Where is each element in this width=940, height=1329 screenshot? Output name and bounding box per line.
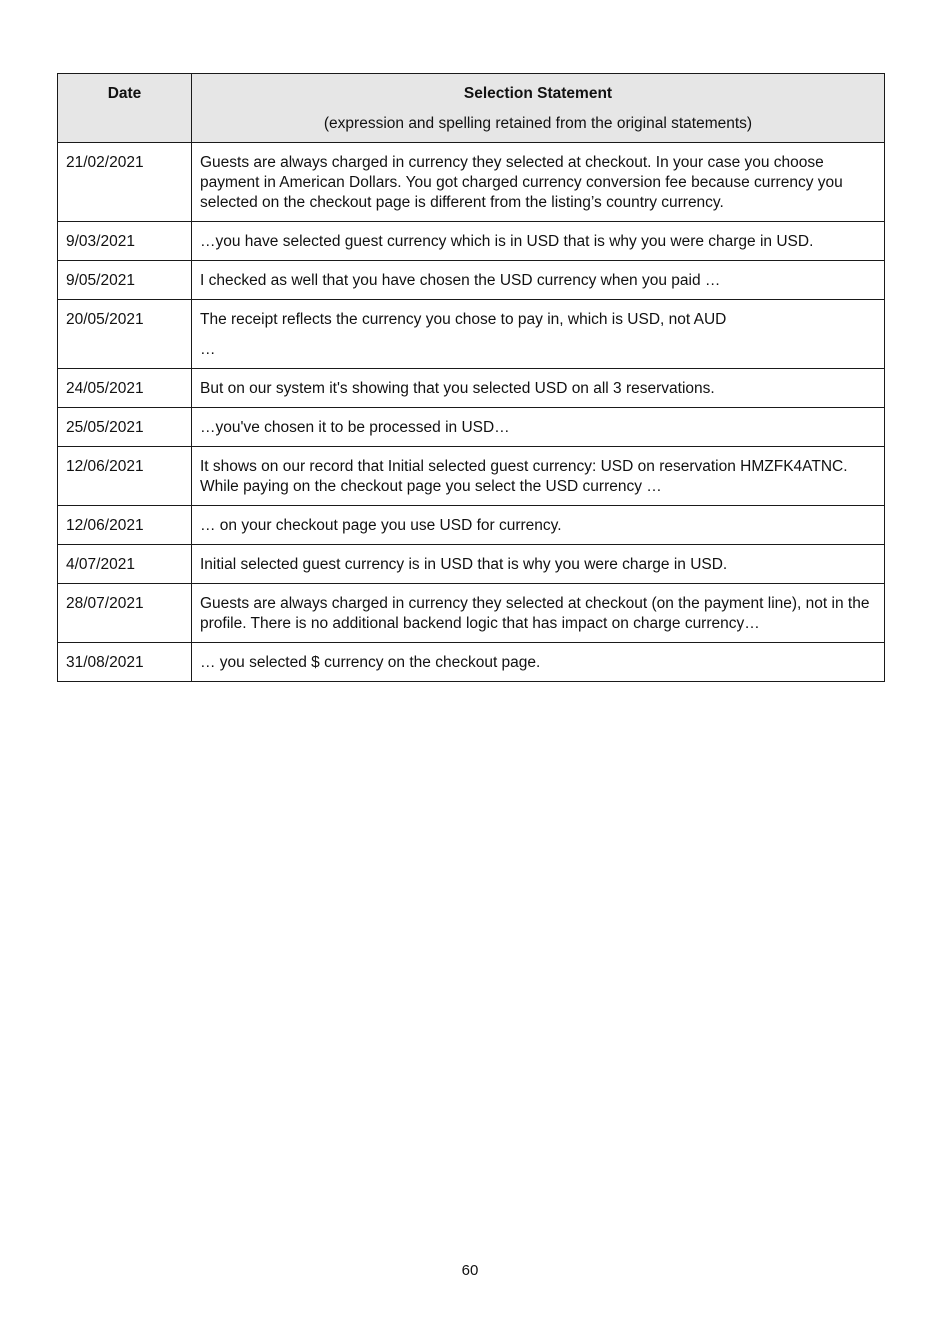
table-row — [58, 643, 885, 682]
table-row — [58, 300, 885, 369]
table-header-row — [58, 74, 885, 143]
selection-statement-table — [57, 73, 885, 682]
statement-text: The receipt reflects the currency you chose to pay in, which is USD, not AUD — [200, 311, 727, 328]
statement-text: … you selected $ currency on the checkout page. — [200, 654, 541, 671]
statement-cell — [192, 584, 885, 643]
date-cell: 28/07/2021 — [58, 584, 192, 643]
statement-cell — [192, 643, 885, 682]
statement-cell — [192, 408, 885, 447]
statement-text: Guests are always charged in currency they selected at checkout. In your case you choose payment in American Dollars. You got charged currency conversion fee because currency you selected on the checkout page is different from the listing’s country currency. — [200, 154, 843, 211]
statement-text: I checked as well that you have chosen the USD currency when you paid … — [200, 272, 721, 289]
statement-continuation: … — [200, 341, 216, 358]
statement-text: …you have selected guest currency which is in USD that is why you were charge in USD. — [200, 233, 814, 250]
statement-cell — [192, 222, 885, 261]
page-number: 60 — [461, 1262, 479, 1279]
table-row — [58, 408, 885, 447]
statement-text: But on our system it's showing that you selected USD on all 3 reservations. — [200, 380, 715, 397]
table-row — [58, 545, 885, 584]
statement-text: It shows on our record that Initial selected guest currency: USD on reservation HMZFK4ATNC. While paying on the checkout page you select the USD currency … — [200, 458, 848, 495]
table-row — [58, 447, 885, 506]
date-cell: 25/05/2021 — [58, 408, 192, 447]
table-row — [58, 222, 885, 261]
date-column-header — [58, 74, 192, 143]
table-row — [58, 143, 885, 222]
date-header-label: Date — [107, 85, 142, 102]
date-cell: 4/07/2021 — [58, 545, 192, 584]
date-cell: 9/03/2021 — [58, 222, 192, 261]
statement-cell — [192, 300, 885, 369]
statement-cell — [192, 369, 885, 408]
statement-header-label: Selection Statement — [463, 85, 613, 102]
table-row — [58, 261, 885, 300]
statement-text: …you've chosen it to be processed in USD… — [200, 419, 510, 436]
statement-text: Initial selected guest currency is in USD that is why you were charge in USD. — [200, 556, 728, 573]
statement-text: Guests are always charged in currency they selected at checkout (on the payment line), not in the profile. There is no additional backend logic that has impact on charge currency… — [200, 595, 870, 632]
statement-cell — [192, 506, 885, 545]
statement-cell — [192, 143, 885, 222]
date-cell: 20/05/2021 — [58, 300, 192, 369]
statement-cell — [192, 261, 885, 300]
date-cell: 31/08/2021 — [58, 643, 192, 682]
date-cell: 21/02/2021 — [58, 143, 192, 222]
statement-cell — [192, 447, 885, 506]
table-row — [58, 506, 885, 545]
table-row — [58, 584, 885, 643]
statement-column-header — [192, 74, 885, 143]
statement-header-note: (expression and spelling retained from the original statements) — [323, 115, 753, 132]
date-cell: 24/05/2021 — [58, 369, 192, 408]
table-row — [58, 369, 885, 408]
date-cell: 12/06/2021 — [58, 506, 192, 545]
statement-text: … on your checkout page you use USD for currency. — [200, 517, 562, 534]
statement-cell — [192, 545, 885, 584]
date-cell: 12/06/2021 — [58, 447, 192, 506]
date-cell: 9/05/2021 — [58, 261, 192, 300]
